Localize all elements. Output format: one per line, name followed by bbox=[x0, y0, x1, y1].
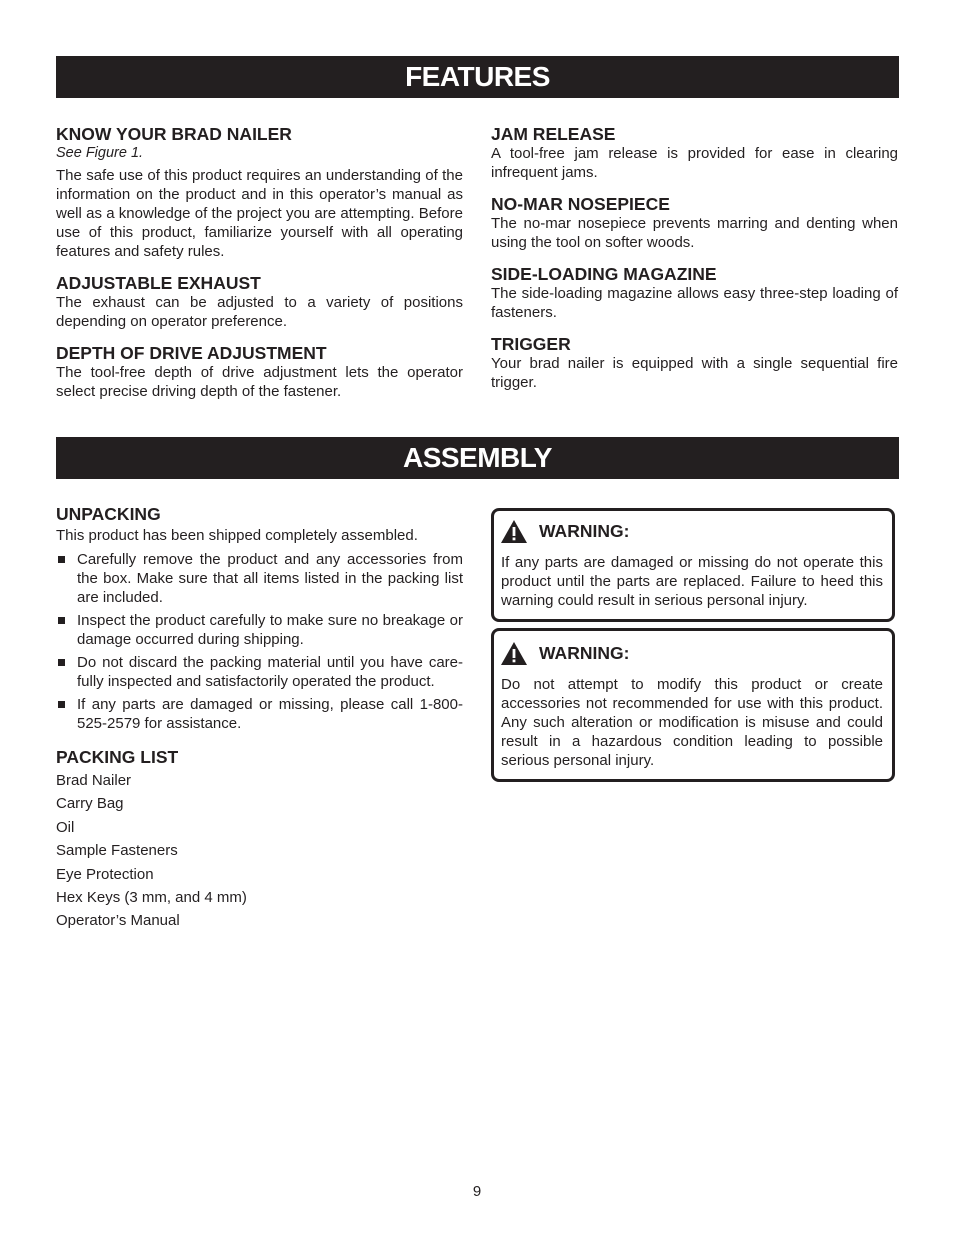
warning-header bbox=[501, 641, 883, 665]
adjustable-exhaust-section bbox=[56, 273, 463, 331]
warning-triangle-icon bbox=[501, 520, 527, 543]
square-bullet-icon bbox=[58, 556, 65, 563]
list-item bbox=[56, 695, 463, 733]
know-your-brad-nailer-section bbox=[56, 124, 463, 261]
trigger-section bbox=[491, 334, 898, 392]
square-bullet-icon bbox=[58, 701, 65, 708]
section-heading: ADJUSTABLE EXHAUST bbox=[56, 273, 261, 293]
warning-text: If any parts are damaged or missing do not operate this product until the parts are replaced. Failure to heed this warning could result in serious personal injury. bbox=[501, 554, 883, 609]
section-text: The tool-free depth of drive adjustment lets the operator select precise driving depth of the fastener. bbox=[56, 364, 463, 400]
packing-list-item: Carry Bag bbox=[56, 795, 124, 813]
section-heading: NO-MAR NOSEPIECE bbox=[491, 194, 670, 214]
warning-header bbox=[501, 519, 883, 543]
figure-reference: See Figure 1. bbox=[56, 145, 144, 161]
square-bullet-icon bbox=[58, 617, 65, 624]
section-heading: JAM RELEASE bbox=[491, 124, 616, 144]
square-bullet-icon bbox=[58, 659, 65, 666]
unpacking-intro: This product has been shipped completely assembled. bbox=[56, 527, 418, 544]
list-item-text: Inspect the product carefully to make sure no breakage or damage occurred during shipping. bbox=[77, 612, 463, 648]
section-text: The safe use of this product requires an understanding of the information on the product and in this operator’s manual as well as a knowledge of the project you are attempting. Before use of this product, familiarize yourself with all operating features and safety rules. bbox=[56, 167, 463, 260]
page-number: 9 bbox=[472, 1183, 482, 1200]
features-banner: FEATURES bbox=[56, 56, 899, 98]
list-item bbox=[56, 550, 463, 607]
warning-box-damaged-parts bbox=[491, 508, 895, 622]
warning-label: WARNING: bbox=[539, 520, 630, 541]
packing-list-item: Oil bbox=[56, 818, 75, 836]
list-item-text: Carefully remove the product and any accessories from the box. Make sure that all items listed in the packing list are included. bbox=[77, 551, 463, 606]
section-text: The side-loading magazine allows easy three-step loading of fasteners. bbox=[491, 285, 898, 321]
list-item-text: If any parts are damaged or missing, please call 1-800-525-2579 for assistance. bbox=[77, 696, 463, 732]
unpacking-section bbox=[56, 504, 463, 733]
packing-list-item: Sample Fasteners bbox=[56, 842, 178, 860]
assembly-banner: ASSEMBLY bbox=[56, 437, 899, 479]
section-text: The no-mar nosepiece prevents marring and denting when using the tool on softer woods. bbox=[491, 215, 898, 251]
section-text: Your brad nailer is equipped with a single sequential fire trigger. bbox=[491, 355, 898, 391]
list-item bbox=[56, 611, 463, 649]
warning-box-modification bbox=[491, 628, 895, 782]
section-heading: DEPTH OF DRIVE ADJUSTMENT bbox=[56, 343, 327, 363]
side-loading-magazine-section bbox=[491, 264, 898, 322]
section-heading: KNOW YOUR BRAD NAILER bbox=[56, 124, 292, 144]
list-item bbox=[56, 653, 463, 691]
no-mar-nosepiece-section bbox=[491, 194, 898, 252]
jam-release-section bbox=[491, 124, 898, 182]
section-heading: UNPACKING bbox=[56, 504, 161, 524]
warning-label: WARNING: bbox=[539, 642, 630, 663]
list-item-text: Do not discard the packing material until you have care-fully inspected and satisfactorily operated the product. bbox=[77, 654, 463, 690]
packing-list-section bbox=[56, 747, 463, 930]
section-text: A tool-free jam release is provided for ease in clearing infrequent jams. bbox=[491, 145, 898, 181]
features-right-column bbox=[491, 124, 898, 404]
packing-list-item: Hex Keys (3 mm, and 4 mm) bbox=[56, 888, 247, 906]
section-heading: TRIGGER bbox=[491, 334, 571, 354]
packing-list-item: Operator’s Manual bbox=[56, 912, 180, 930]
unpacking-bullet-list bbox=[56, 550, 463, 733]
assembly-left-column bbox=[56, 504, 463, 935]
packing-list-item: Brad Nailer bbox=[56, 772, 132, 789]
features-left-column bbox=[56, 124, 463, 413]
warning-triangle-icon bbox=[501, 642, 527, 665]
warning-text: Do not attempt to modify this product or create accessories not recommended for use with this product. Any such alteration or modification is misuse and could result in a hazardous condition leading to possible serious personal injury. bbox=[501, 676, 883, 769]
section-heading: PACKING LIST bbox=[56, 747, 179, 767]
packing-list-item: Eye Protection bbox=[56, 865, 154, 883]
depth-of-drive-section bbox=[56, 343, 463, 401]
section-text: The exhaust can be adjusted to a variety of positions depending on operator preference. bbox=[56, 294, 463, 330]
section-heading: SIDE-LOADING MAGAZINE bbox=[491, 264, 717, 284]
